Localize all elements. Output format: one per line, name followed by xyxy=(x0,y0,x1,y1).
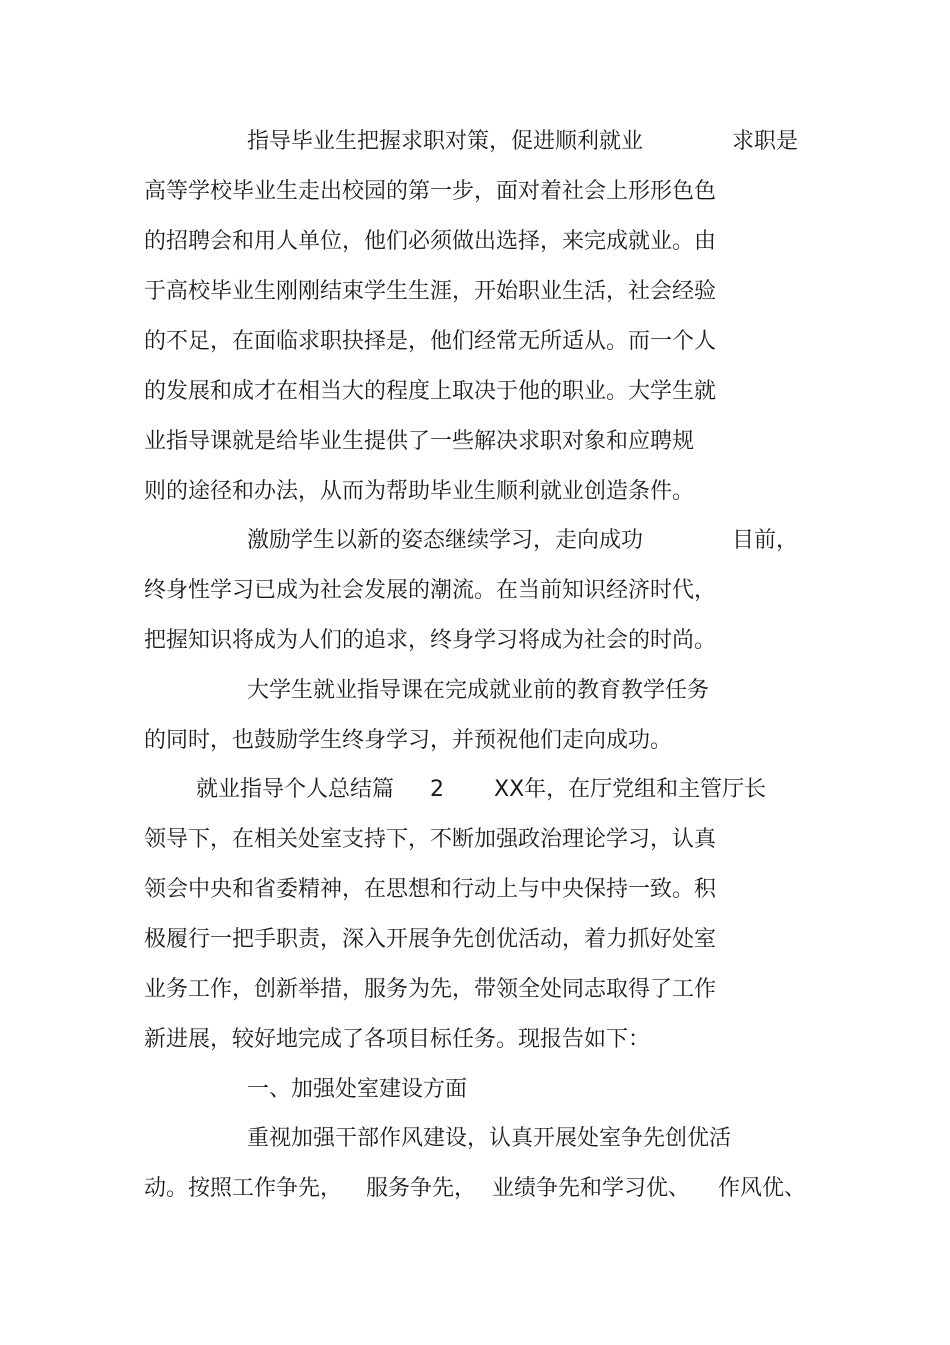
text-segment: 就业指导个人总结篇 xyxy=(196,777,395,802)
text-line xyxy=(0,1125,950,1153)
text-segment: 的不足，在面临求职抉择是，他们经常无所适从。而一个人 xyxy=(144,329,717,354)
text-line xyxy=(0,577,950,605)
text-segment: 大学生就业指导课在完成就业前的教育教学任务 xyxy=(247,678,710,703)
text-line xyxy=(0,876,950,904)
text-segment: 业务工作，创新举措，服务为先，带领全处同志取得了工作 xyxy=(144,977,717,1002)
text-line xyxy=(0,278,950,306)
text-segment: 动。按照工作争先， xyxy=(144,1176,343,1201)
text-segment: 则的途径和办法，从而为帮助毕业生顺利就业创造条件。 xyxy=(144,479,695,504)
text-line xyxy=(0,178,950,206)
text-segment: 2 xyxy=(430,777,444,802)
text-line xyxy=(0,527,950,555)
text-segment: 的同时，也鼓励学生终身学习，并预祝他们走向成功。 xyxy=(144,728,673,753)
text-line xyxy=(0,228,950,256)
text-segment: 作风优、 xyxy=(718,1176,807,1201)
text-segment: 的发展和成才在相当大的程度上取决于他的职业。大学生就 xyxy=(144,379,717,404)
text-line xyxy=(0,428,950,456)
text-line xyxy=(0,1175,950,1203)
text-line xyxy=(0,727,950,755)
text-segment: 求职是 xyxy=(732,129,799,154)
text-segment: 业指导课就是给毕业生提供了一些解决求职对象和应聘规 xyxy=(144,429,695,454)
text-segment: XX年，在厅党组和主管厅长 xyxy=(494,777,767,802)
text-line xyxy=(0,478,950,506)
text-line xyxy=(0,826,950,854)
text-segment: 领会中央和省委精神，在思想和行动上与中央保持一致。积 xyxy=(144,877,717,902)
text-segment: 新进展，较好地完成了各项目标任务。现报告如下： xyxy=(144,1027,651,1052)
text-segment: 于高校毕业生刚刚结束学生生涯，开始职业生活，社会经验 xyxy=(144,279,717,304)
text-line xyxy=(0,378,950,406)
text-segment: 高等学校毕业生走出校园的第一步，面对着社会上形形色色 xyxy=(144,179,717,204)
text-segment: 极履行一把手职责，深入开展争先创优活动，着力抓好处室 xyxy=(144,927,717,952)
text-segment: 一、加强处室建设方面 xyxy=(247,1077,468,1102)
text-line xyxy=(0,677,950,705)
text-segment: 重视加强干部作风建设，认真开展处室争先创优活 xyxy=(247,1126,732,1151)
text-line xyxy=(0,627,950,655)
text-line xyxy=(0,1026,950,1054)
text-segment: 激励学生以新的姿态继续学习，走向成功 xyxy=(247,528,644,553)
text-segment: 指导毕业生把握求职对策，促进顺利就业 xyxy=(247,129,644,154)
text-segment: 把握知识将成为人们的追求，终身学习将成为社会的时尚。 xyxy=(144,628,717,653)
section-heading xyxy=(0,1076,950,1104)
text-segment: 终身性学习已成为社会发展的潮流。在当前知识经济时代， xyxy=(144,578,717,603)
text-segment: 领导下，在相关处室支持下，不断加强政治理论学习，认真 xyxy=(144,827,717,852)
text-segment: 业绩争先和学习优、 xyxy=(492,1176,691,1201)
text-line xyxy=(0,776,950,804)
text-segment: 的招聘会和用人单位，他们必须做出选择，来完成就业。由 xyxy=(144,229,717,254)
text-segment: 服务争先， xyxy=(366,1176,477,1201)
text-line xyxy=(0,926,950,954)
text-line xyxy=(0,976,950,1004)
text-segment: 目前， xyxy=(732,528,799,553)
text-line xyxy=(0,128,950,156)
text-line xyxy=(0,328,950,356)
